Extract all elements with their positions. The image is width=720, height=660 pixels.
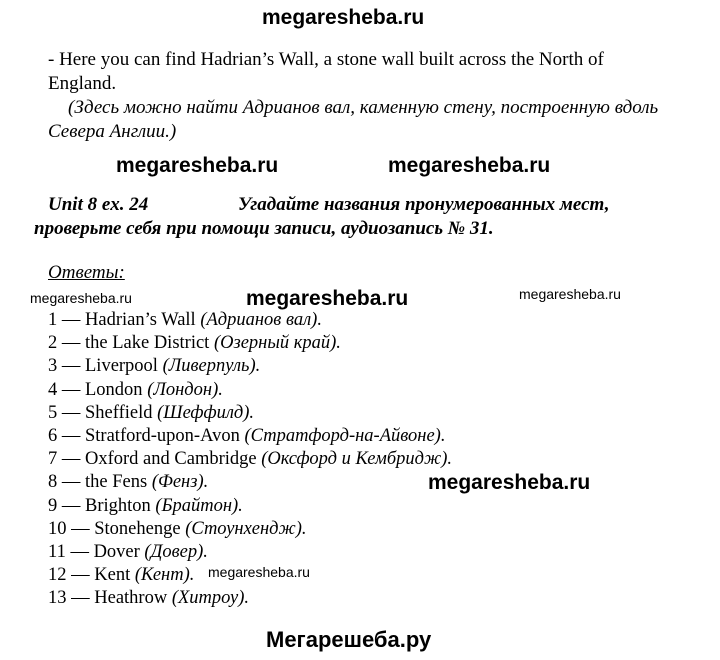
answer-english: 6 — Stratford-upon-Avon bbox=[48, 425, 240, 446]
answer-english: 10 — Stonehenge bbox=[48, 518, 181, 539]
answer-english: 7 — Oxford and Cambridge bbox=[48, 449, 257, 470]
answer-russian: (Ливерпуль). bbox=[162, 356, 261, 377]
answer-english: 12 — Kent bbox=[48, 565, 131, 586]
task-instruction-line-2: проверьте себя при помощи записи, аудиозапись № 31. bbox=[34, 218, 494, 239]
answer-russian: (Оксфорд и Кембридж). bbox=[261, 449, 452, 470]
answers-heading: Ответы: bbox=[48, 262, 125, 283]
watermark-list-lower-right: megaresheba.ru bbox=[428, 471, 591, 494]
answer-item bbox=[48, 448, 452, 471]
task-instruction-line-1: Угадайте названия пронумерованных мест, bbox=[238, 194, 610, 215]
watermark-top: megaresheba.ru bbox=[262, 6, 425, 29]
unit-label: Unit 8 ex. 24 bbox=[48, 194, 149, 215]
answer-russian: (Кент). bbox=[134, 565, 195, 586]
intro-english-line-2: England. bbox=[48, 73, 117, 94]
watermark-list-center: megaresheba.ru bbox=[246, 287, 409, 310]
answer-russian: (Брайтон). bbox=[155, 495, 243, 516]
answer-russian: (Адрианов вал). bbox=[200, 310, 322, 330]
watermark-footer: Мегарешеба.ру bbox=[266, 627, 432, 652]
watermark-mid-right: megaresheba.ru bbox=[388, 154, 551, 177]
answer-russian: (Стратфорд-на-Айвоне). bbox=[244, 425, 446, 446]
answer-item bbox=[48, 425, 452, 448]
answer-english: 8 — the Fens bbox=[48, 472, 148, 493]
watermark-list-bottom: megaresheba.ru bbox=[208, 564, 310, 580]
answer-russian: (Хитроу). bbox=[171, 588, 250, 609]
answer-english: 1 — Hadrian’s Wall bbox=[48, 310, 196, 330]
answer-english: 3 — Liverpool bbox=[48, 356, 158, 377]
answer-russian: (Озерный край). bbox=[213, 333, 341, 354]
answer-english: 11 — Dover bbox=[48, 541, 140, 562]
answer-item bbox=[48, 379, 452, 402]
answer-english: 13 — Heathrow bbox=[48, 588, 168, 609]
answer-russian: (Лондон). bbox=[147, 379, 223, 400]
answer-item bbox=[48, 402, 452, 425]
answer-item bbox=[48, 541, 452, 564]
answer-russian: (Фенз). bbox=[151, 472, 209, 493]
watermark-mid-left: megaresheba.ru bbox=[116, 154, 279, 177]
answer-english: 9 — Brighton bbox=[48, 495, 151, 516]
answer-item bbox=[48, 518, 452, 541]
answer-russian: (Довер). bbox=[144, 541, 208, 562]
answer-item bbox=[48, 471, 452, 494]
answer-russian: (Стоунхендж). bbox=[185, 518, 307, 539]
watermark-list-right: megaresheba.ru bbox=[519, 286, 621, 302]
answer-english: 2 — the Lake District bbox=[48, 333, 210, 354]
answer-item bbox=[48, 587, 452, 610]
answer-russian: (Шеффилд). bbox=[157, 402, 255, 423]
intro-russian-line-2: Севера Англии.) bbox=[48, 121, 177, 142]
watermark-list-left: megaresheba.ru bbox=[30, 290, 132, 306]
intro-russian-line-1: (Здесь можно найти Адрианов вал, каменную стену, построенную вдоль bbox=[68, 97, 659, 118]
intro-english-line-1: - Here you can find Hadrian’s Wall, a stone wall built across the North of bbox=[48, 49, 604, 70]
answer-item bbox=[48, 332, 452, 355]
answer-item bbox=[48, 355, 452, 378]
answer-english: 4 — London bbox=[48, 379, 143, 400]
answer-english: 5 — Sheffield bbox=[48, 402, 153, 423]
answer-item bbox=[48, 495, 452, 518]
answer-item bbox=[48, 309, 452, 332]
